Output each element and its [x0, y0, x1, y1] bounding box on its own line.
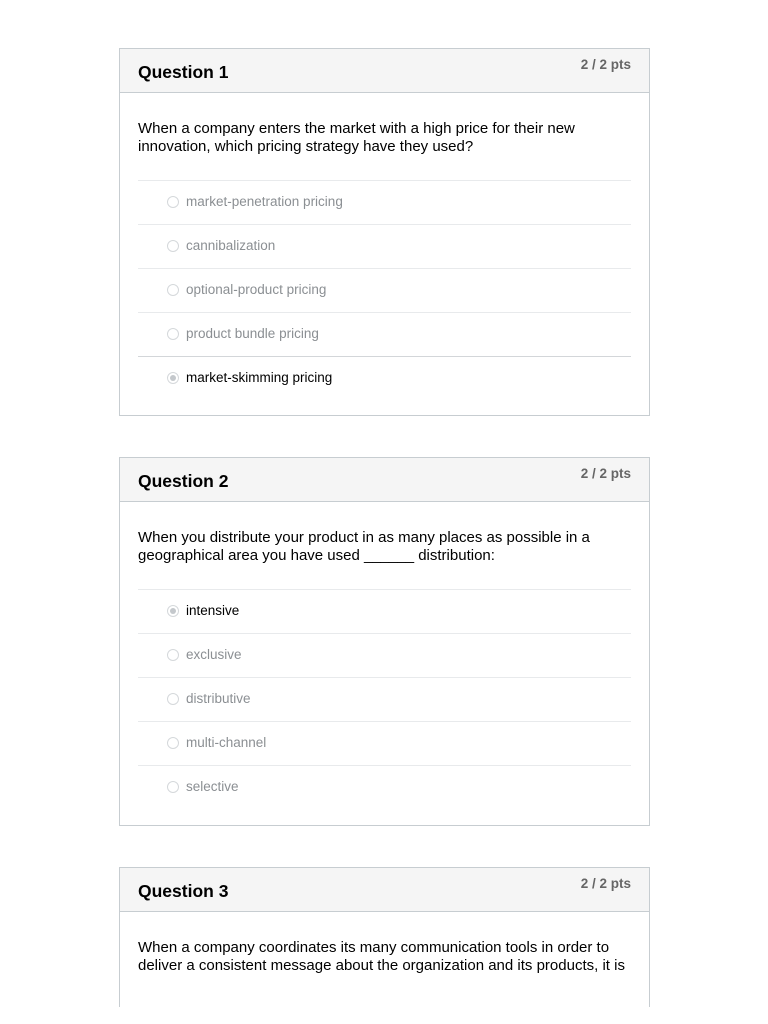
radio-icon[interactable] [167, 328, 179, 340]
radio-icon[interactable] [167, 693, 179, 705]
question-header [120, 868, 649, 912]
answer-option[interactable] [138, 633, 631, 677]
answer-label: distributive [186, 691, 251, 706]
question-text: When a company coordinates its many communication tools in order to deliver a consistent message about the organization and its products, it is [138, 939, 625, 974]
answer-label: product bundle pricing [186, 326, 319, 341]
answer-option[interactable] [138, 268, 631, 312]
question-title: Question 1 [138, 62, 229, 82]
question-points: 2 / 2 pts [580, 876, 631, 891]
radio-selected-icon[interactable] [167, 605, 179, 617]
answer-label: intensive [186, 603, 240, 618]
answer-option-selected[interactable] [138, 356, 631, 400]
answer-option[interactable] [138, 180, 631, 224]
question-card-1 [119, 48, 650, 416]
question-title: Question 3 [138, 881, 229, 901]
question-card-2 [119, 457, 650, 826]
answer-option[interactable] [138, 312, 631, 356]
answer-label: multi-channel [186, 735, 267, 750]
question-header [120, 49, 649, 93]
answer-list [138, 589, 631, 809]
question-header [120, 458, 649, 502]
answer-label: exclusive [186, 647, 242, 662]
radio-icon[interactable] [167, 781, 179, 793]
answer-option[interactable] [138, 721, 631, 765]
answer-option[interactable] [138, 677, 631, 721]
radio-selected-icon[interactable] [167, 372, 179, 384]
radio-icon[interactable] [167, 240, 179, 252]
answer-list [138, 180, 631, 400]
radio-icon[interactable] [167, 649, 179, 661]
question-points: 2 / 2 pts [580, 57, 631, 72]
answer-label: cannibalization [186, 238, 276, 253]
radio-icon[interactable] [167, 737, 179, 749]
question-text: When a company enters the market with a high price for their new innovation, which pricing strategy have they used? [138, 120, 575, 155]
radio-icon[interactable] [167, 284, 179, 296]
question-card-3 [119, 867, 650, 1007]
answer-label: market-penetration pricing [186, 194, 343, 209]
answer-option[interactable] [138, 224, 631, 268]
answer-label: optional-product pricing [186, 282, 327, 297]
answer-label: selective [186, 779, 239, 794]
question-title: Question 2 [138, 471, 229, 491]
answer-label: market-skimming pricing [186, 370, 333, 385]
question-points: 2 / 2 pts [580, 466, 631, 481]
question-text: When you distribute your product in as many places as possible in a geographical area you have used ______ distribution: [138, 529, 590, 564]
answer-option[interactable] [138, 765, 631, 809]
radio-icon[interactable] [167, 196, 179, 208]
answer-option-selected[interactable] [138, 589, 631, 633]
